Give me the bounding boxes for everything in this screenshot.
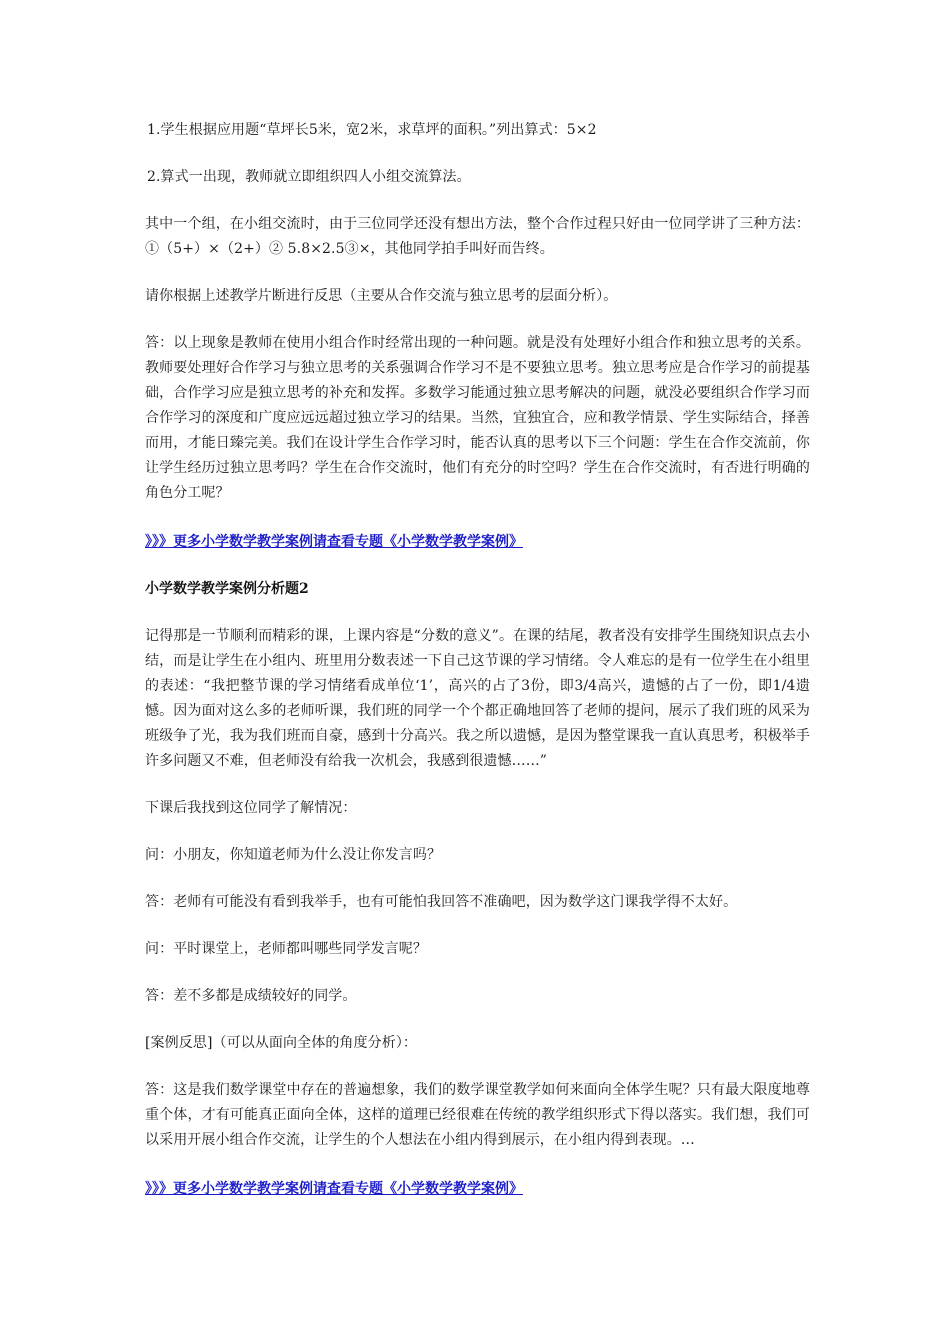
case1-line1: 1.学生根据应用题“草坪长5米，宽2米，求草坪的面积。”列出算式：5×2 (147, 122, 597, 138)
case2-reflection-answer: 答：这是我们数学课堂中存在的普遍想象，我们的数学课堂教学如何来面向全体学生呢？只有最大限度地尊重个体，才有可能真正面向全体，这样的道理已经很难在传统的教学组织形式下得以落实。我们想，我们可以采用开展小组合作交流，让学生的个人想法在小组内得到展示，在小组内得到表现。… (145, 1082, 810, 1148)
case1-question: 请你根据上述教学片断进行反思（主要从合作交流与独立思考的层面分析）。 (145, 288, 618, 304)
case2-answer-2: 答：差不多都是成绩较好的同学。 (145, 988, 357, 1004)
case2-title: 小学数学教学案例分析题2 (145, 581, 309, 597)
topic-link-2[interactable]: 》》》更多小学数学教学案例请查看专题《小学数学教学案例》 (145, 1181, 523, 1197)
case2-answer-1: 答：老师有可能没有看到我举手，也有可能怕我回答不准确吧，因为数学这门课我学得不太好。 (145, 894, 738, 910)
topic-link-container-2 (145, 1177, 810, 1202)
case2-reflection-heading: [案例反思]（可以从面向全体的角度分析）： (145, 1035, 418, 1051)
case2-question-1: 问：小朋友，你知道老师为什么没让你发言吗？ (145, 847, 442, 863)
topic-link-container-1 (145, 530, 810, 555)
case1-paragraph: 其中一个组，在小组交流时，由于三位同学还没有想出方法，整个合作过程只好由一位同学讲了三种方法：①（5+）×（2+）② 5.8×2.5③×，其他同学拍手叫好而告终。 (145, 216, 810, 257)
document-body (145, 118, 810, 1202)
case2-intro: 下课后我找到这位同学了解情况： (145, 800, 357, 816)
case2-question-2: 问：平时课堂上，老师都叫哪些同学发言呢？ (145, 941, 427, 957)
case2-paragraph: 记得那是一节顺利而精彩的课，上课内容是“分数的意义”。在课的结尾，教者没有安排学生围绕知识点去小结，而是让学生在小组内、班里用分数表述一下自己这节课的学习情绪。令人难忘的是有一位学生在小组里的表述：“我把整节课的学习情绪看成单位‘1’，高兴的占了3份，即3/4高兴，遗憾的占了一份，即1/4遗憾。因为面对这么多的老师听课，我们班的同学一个个都正确地回答了老师的提问，展示了我们班的风采为班级争了光，我为我们班而自豪，感到十分高兴。我之所以遗憾，是因为整堂课我一直认真思考，积极举手许多问题又不难，但老师没有给我一次机会，我感到很遗憾……” (145, 628, 810, 769)
case1-line2: 2.算式一出现，教师就立即组织四人小组交流算法。 (147, 169, 471, 185)
case1-answer: 答：以上现象是教师在使用小组合作时经常出现的一种问题。就是没有处理好小组合作和独立思考的关系。教师要处理好合作学习与独立思考的关系强调合作学习不是不要独立思考。独立思考应是合作学习的前提基础，合作学习应是独立思考的补充和发挥。多数学习能通过独立思考解决的问题，就没必要组织合作学习而合作学习的深度和广度应远远超过独立学习的结果。当然，宜独宜合，应和教学情景、学生实际结合，择善而用，才能日臻完美。我们在设计学生合作学习时，能否认真的思考以下三个问题：学生在合作交流前，你让学生经历过独立思考吗？学生在合作交流时，他们有充分的时空吗？学生在合作交流时，有否进行明确的角色分工呢？ (145, 335, 810, 501)
topic-link-1[interactable]: 》》》更多小学数学教学案例请查看专题《小学数学教学案例》 (145, 534, 523, 550)
